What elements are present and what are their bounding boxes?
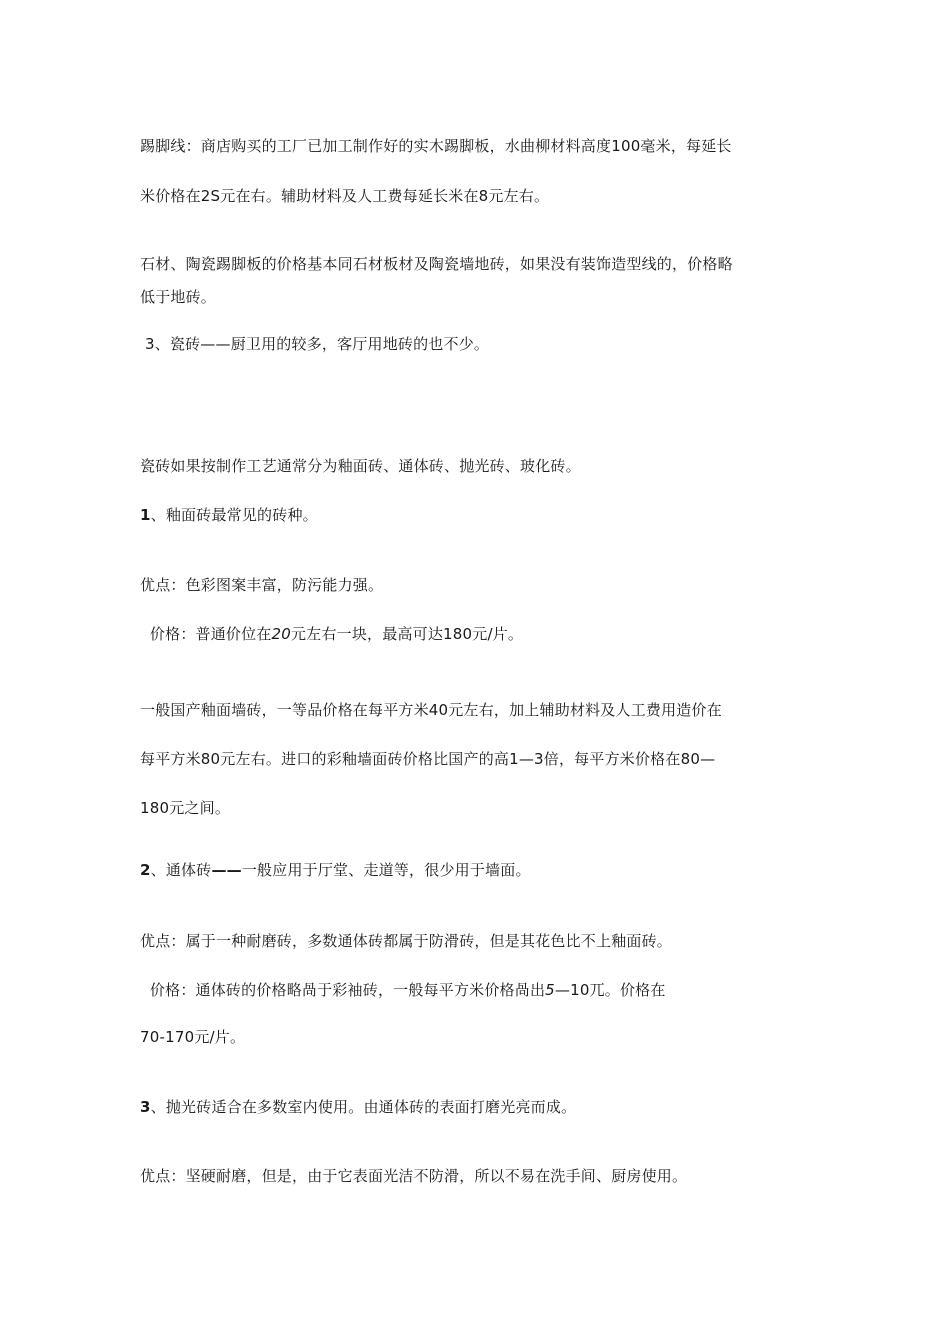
paragraph-line: 优点：色彩图案丰富，防污能力强。 xyxy=(140,576,384,594)
list-item-1 xyxy=(140,505,820,525)
paragraph-line: 优点：属于一种耐磨砖，多数通体砖都属于防滑砖，但是其花色比不上釉面砖。 xyxy=(140,932,673,950)
list-text: 、通体砖 xyxy=(150,861,212,879)
paragraph-line: 优点：坚硬耐磨，但是，由于它表面光洁不防滑，所以不易在洗手间、厨房使用。 xyxy=(140,1167,688,1185)
paragraph-line: 石材、陶瓷踢脚板的价格基本同石材板材及陶瓷墙地砖，如果没有装饰造型线的，价格略 xyxy=(140,255,733,273)
list-item-3 xyxy=(140,1097,820,1117)
price-line xyxy=(140,980,820,1000)
list-number: 1 xyxy=(140,506,151,524)
paragraph-line: 每平方米80元左右。进口的彩釉墙面砖价格比国产的高1—3倍，每平方米价格在80— xyxy=(140,750,716,768)
list-number: 2 xyxy=(140,861,151,879)
section-heading: 3、瓷砖——厨卫用的较多，客厅用地砖的也不少。 xyxy=(140,335,490,353)
paragraph-line: 一般国产釉面墙砖，一等品价格在每平方米40元左右，加上辅助材料及人工费用造价在 xyxy=(140,701,722,719)
paragraph-line: 踢脚线：商店购买的工厂已加工制作好的实木踢脚板，水曲柳材料高度100毫米，每延长 xyxy=(140,137,732,155)
price-label: 价格：普通价位在 xyxy=(140,625,272,643)
list-number: 3 xyxy=(140,1098,151,1116)
price-label: 价格：通体砖的价格略咼于彩袖砖，一般每平方米价格咼出 xyxy=(140,981,546,999)
list-dash: —— xyxy=(211,861,242,879)
paragraph-line: 180元之间。 xyxy=(140,799,231,817)
list-text: 一般应用于厅堂、走道等，很少用于墙面。 xyxy=(241,861,531,879)
paragraph-line: 瓷砖如果按制作工艺通常分为釉面砖、通体砖、抛光砖、玻化砖。 xyxy=(140,457,581,475)
price-text: 元左右一块，最高可达180元/片。 xyxy=(291,625,524,643)
paragraph-line: 米价格在2S元在右。辅助材料及人工费每延长米在8元左右。 xyxy=(140,187,550,205)
paragraph-line: 70-170元/片。 xyxy=(140,1028,246,1046)
price-value: 20 xyxy=(271,625,292,643)
price-value: 5 xyxy=(545,981,555,999)
list-text: 、釉面砖最常见的砖种。 xyxy=(150,506,318,524)
paragraph-line: 低于地砖。 xyxy=(140,288,217,306)
price-line xyxy=(140,624,820,644)
list-text: 、抛光砖适合在多数室内使用。由通体砖的表面打磨光亮而成。 xyxy=(150,1098,577,1116)
price-text: —10兀。价格在 xyxy=(554,981,666,999)
list-item-2 xyxy=(140,860,820,880)
